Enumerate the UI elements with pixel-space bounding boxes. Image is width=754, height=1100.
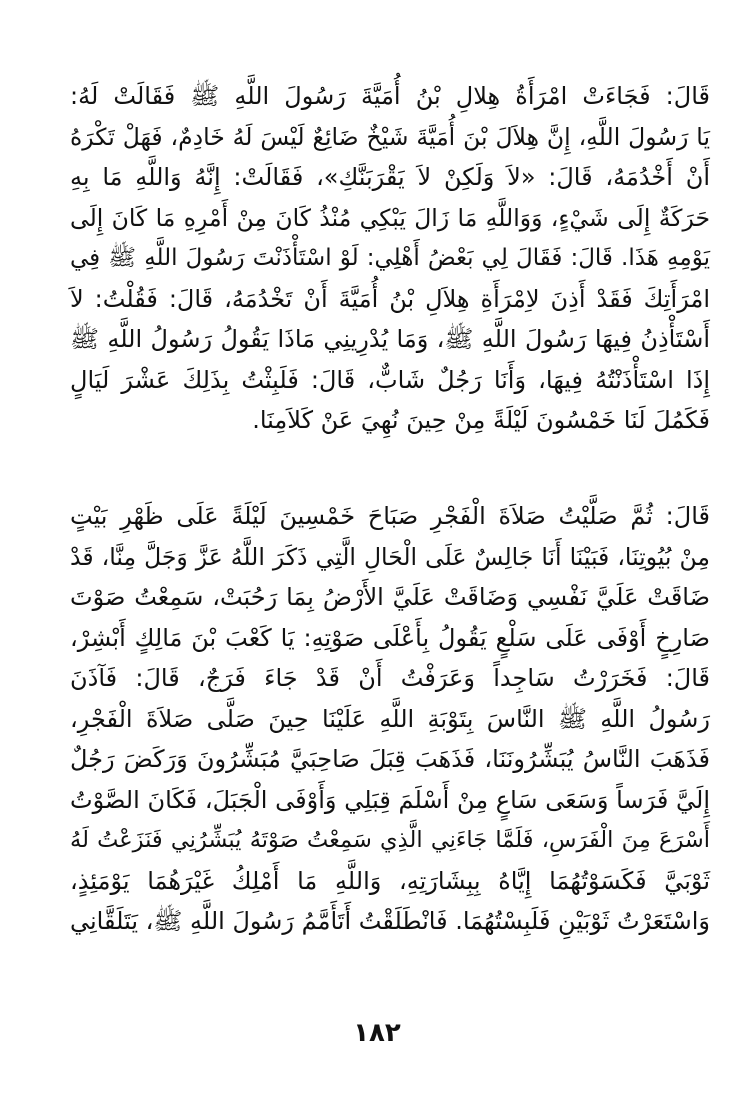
- text-line: إِذَا اسْتَأْذَنْتُهُ فِيهَا، وَأَنَا رَجُلٌ شَابٌّ، قَالَ: فَلَبِثْتُ بِذَلِكَ عَشْرَ لَيَالٍ: [70, 365, 710, 394]
- text-line: رَسُولُ اللَّهِ ﷺ النَّاسَ بِتَوْبَةِ اللَّهِ عَلَيْنَا حِينَ صَلَّى صَلاَةَ الْفَجْرِ،: [70, 704, 710, 733]
- text-line: فَذَهَبَ النَّاسُ يُبَشِّرُونَنَا، فَذَهَبَ قِبَلَ صَاحِبَيَّ مُبَشِّرُونَ وَرَكَضَ رَجُلٌ: [70, 745, 710, 773]
- text-line: قَالَ: فَجَاءَتْ امْرَأَةُ هِلالِ بْنُ أُمَيَّةَ رَسُولَ اللَّهِ ﷺ فَقَالَتْ لَهُ:: [70, 82, 710, 110]
- text-line: وَاسْتَعَرْتُ ثَوْبَيْنِ فَلَبِسْتُهُمَا. فَانْطَلَقْتُ أَتَأَمَّمُ رَسُولَ اللَّهِ ﷺ، يَتَلَقَّانِي: [70, 907, 710, 935]
- text-line: صَارِخٍ أَوْفَى عَلَى سَلْعٍ يَقُولُ بِأَعْلَى صَوْتِهِ: يَا كَعْبَ بْنَ مَالِكٍ أَبْشِرْ،: [70, 623, 710, 652]
- text-line: فَكَمُلَ لَنَا خَمْسُونَ لَيْلَةً مِنْ حِينَ نُهِيَ عَنْ كَلاَمِنَا.: [252, 406, 710, 434]
- text-line: إِلَيَّ فَرَساً وَسَعَى سَاعٍ مِنْ أَسْلَمَ قِبَلِي وَأَوْفَى الْجَبَلَ، فَكَانَ الصَّوْتُ: [70, 785, 710, 814]
- paragraph-2: [70, 496, 710, 942]
- text-line: مِنْ بُيُوتِنَا، فَبَيْنَا أَنَا جَالِسٌ عَلَى الْحَالِ الَّتِي ذَكَرَ اللَّهُ عَزَّ وَجَلَّ مِنَّا، قَدْ: [70, 542, 710, 571]
- text-line: قَالَ: ثُمَّ صَلَّيْتُ صَلاَةَ الْفَجْرِ صَبَاحَ خَمْسِينَ لَيْلَةً عَلَى ظَهْرِ بَيْتٍ: [70, 502, 710, 530]
- text-line: أَنْ أَخْدُمَهُ، قَالَ: «لاَ وَلَكِنْ لاَ يَقْرَبَنَّكِ»، فَقَالَتْ: إِنَّهُ وَاللَّهِ مَا بِهِ: [70, 163, 710, 191]
- text-line: ضَاقَتْ عَلَيَّ نَفْسِي وَضَاقَتْ عَلَيَّ الأَرْضُ بِمَا رَحُبَتْ، سَمِعْتُ صَوْتَ: [70, 583, 710, 611]
- text-line: امْرَأَتِكَ فَقَدْ أَذِنَ لاِمْرَأَةِ هِلاَلِ بْنُ أُمَيَّةَ أَنْ تَخْدُمَهُ، قَالَ: فَقُلْتُ: لاَ: [70, 284, 710, 313]
- text-line: أَسْتَأْذِنُ فِيهَا رَسُولَ اللَّهِ ﷺ، وَمَا يُدْرِينِي مَاذَا يَقُولُ رَسُولُ اللَّهِ ﷺ: [70, 325, 710, 353]
- text-line: ثَوْبَيَّ فَكَسَوْتُهُمَا إِيَّاهُ بِبِشَارَتِهِ، وَاللَّهِ مَا أَمْلِكُ غَيْرَهُمَا يَوْمَئِذٍ،: [70, 866, 710, 895]
- paragraph-1: [70, 76, 710, 441]
- text-line: قَالَ: فَخَرَرْتُ سَاجِداً وَعَرَفْتُ أَنْ قَدْ جَاءَ فَرَجٌ، قَالَ: فَآذَنَ: [70, 664, 710, 692]
- text-line: يَوْمِهِ هَذَا. قَالَ: فَقَالَ لِي بَعْضُ أَهْلِي: لَوْ اسْتَأْذَنْتَ رَسُولَ اللَّهِ ﷺ فِي: [70, 245, 710, 271]
- text-line: يَا رَسُولَ اللَّهِ، إِنَّ هِلاَلَ بْنَ أُمَيَّةَ شَيْخٌ ضَائِعٌ لَيْسَ لَهُ خَادِمٌ، فَهَلْ تَكْرَهُ: [70, 122, 710, 151]
- text-line: أَسْرَعَ مِنَ الْفَرَسِ، فَلَمَّا جَاءَنِي الَّذِي سَمِعْتُ صَوْتَهُ يُبَشِّرُنِي فَنَزَعْتُ لَهُ: [70, 827, 710, 853]
- page-number: ١٨٢: [353, 1018, 401, 1048]
- text-line: حَرَكَةٌ إِلَى شَيْءٍ، وَوَاللَّهِ مَا زَالَ يَبْكِي مُنْذُ كَانَ مِنْ أَمْرِهِ مَا كَانَ إِلَى: [70, 203, 710, 232]
